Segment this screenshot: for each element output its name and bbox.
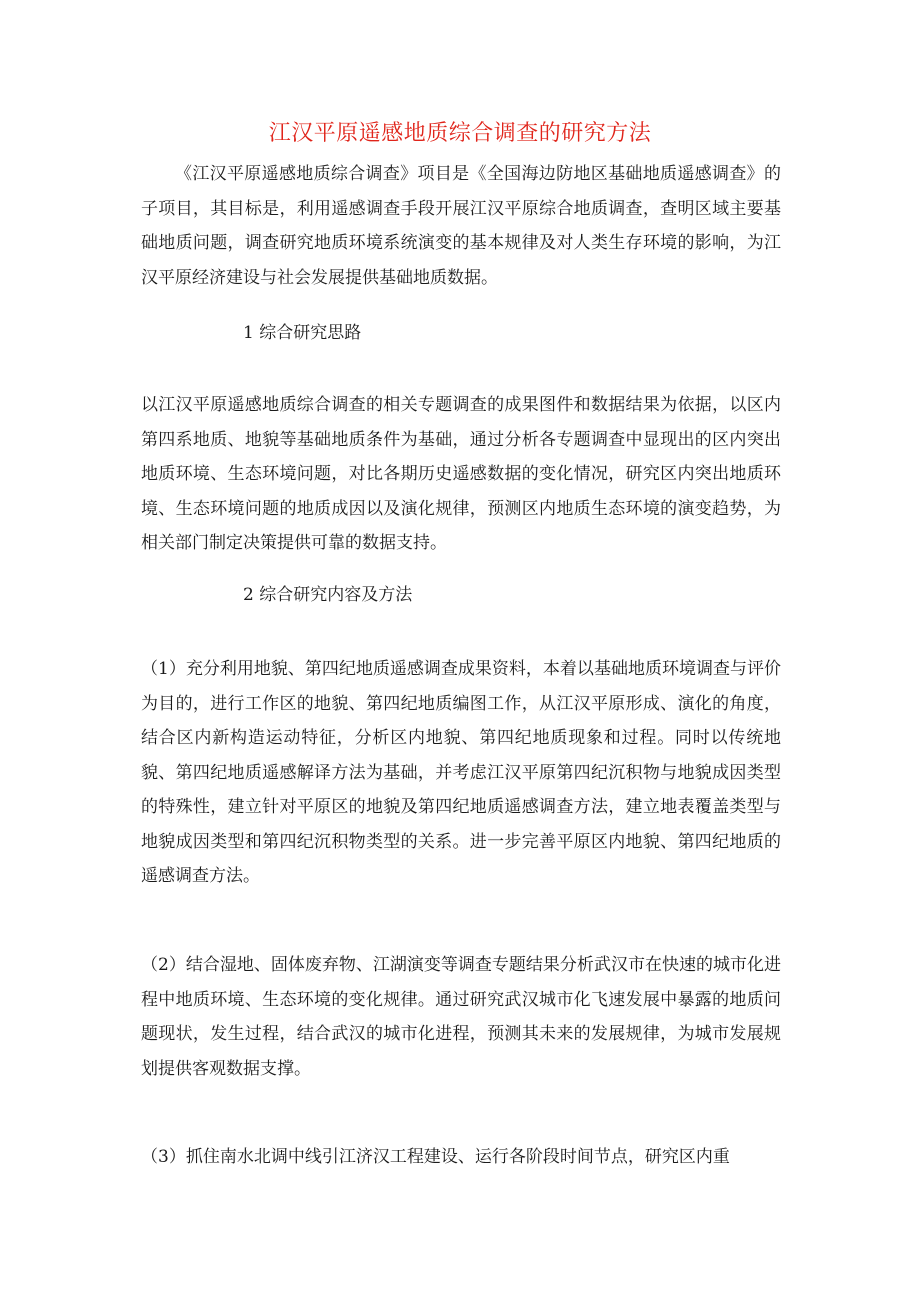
section-1-heading: 1 综合研究思路	[243, 323, 362, 343]
intro-paragraph: 《江汉平原遥感地质综合调查》项目是《全国海边防地区基础地质遥感调查》的子项目，其目标是，利用遥感调查手段开展江汉平原综合地质调查，查明区域主要基础地质问题，调查研究地质环境系统演变的基本规律及对人类生存环境的影响，为江汉平原经济建设与社会发展提供基础地质数据。	[141, 164, 781, 288]
document-title: 江汉平原遥感地质综合调查的研究方法	[268, 121, 652, 146]
item-2-paragraph: （2）结合湿地、固体废弃物、江湖演变等调查专题结果分析武汉市在快速的城市化进程中地质环境、生态环境的变化规律。通过研究武汉城市化飞速发展中暴露的地质问题现状，发生过程，结合武汉的城市化进程，预测其未来的发展规律，为城市发展规划提供客观数据支撑。	[141, 955, 781, 1079]
section-2-heading: 2 综合研究内容及方法	[243, 585, 413, 605]
section-1-paragraph: 以江汉平原遥感地质综合调查的相关专题调查的成果图件和数据结果为依据，以区内第四系地质、地貌等基础地质条件为基础，通过分析各专题调查中显现出的区内突出地质环境、生态环境问题，对比各期历史遥感数据的变化情况，研究区内突出地质环境、生态环境问题的地质成因以及演化规律，预测区内地质生态环境的演变趋势，为相关部门制定决策提供可靠的数据支持。	[141, 395, 781, 553]
item-1-paragraph: （1）充分利用地貌、第四纪地质遥感调查成果资料，本着以基础地质环境调查与评价为目的，进行工作区的地貌、第四纪地质编图工作，从江汉平原形成、演化的角度，结合区内新构造运动特征，分析区内地貌、第四纪地质现象和过程。同时以传统地貌、第四纪地质遥感解译方法为基础，并考虑江汉平原第四纪沉积物与地貌成因类型的特殊性，建立针对平原区的地貌及第四纪地质遥感调查方法，建立地表覆盖类型与地貌成因类型和第四纪沉积物类型的关系。进一步完善平原区内地貌、第四纪地质的遥感调查方法。	[141, 659, 781, 886]
item-3-paragraph: （3）抓住南水北调中线引江济汉工程建设、运行各阶段时间节点，研究区内重	[141, 1147, 730, 1167]
